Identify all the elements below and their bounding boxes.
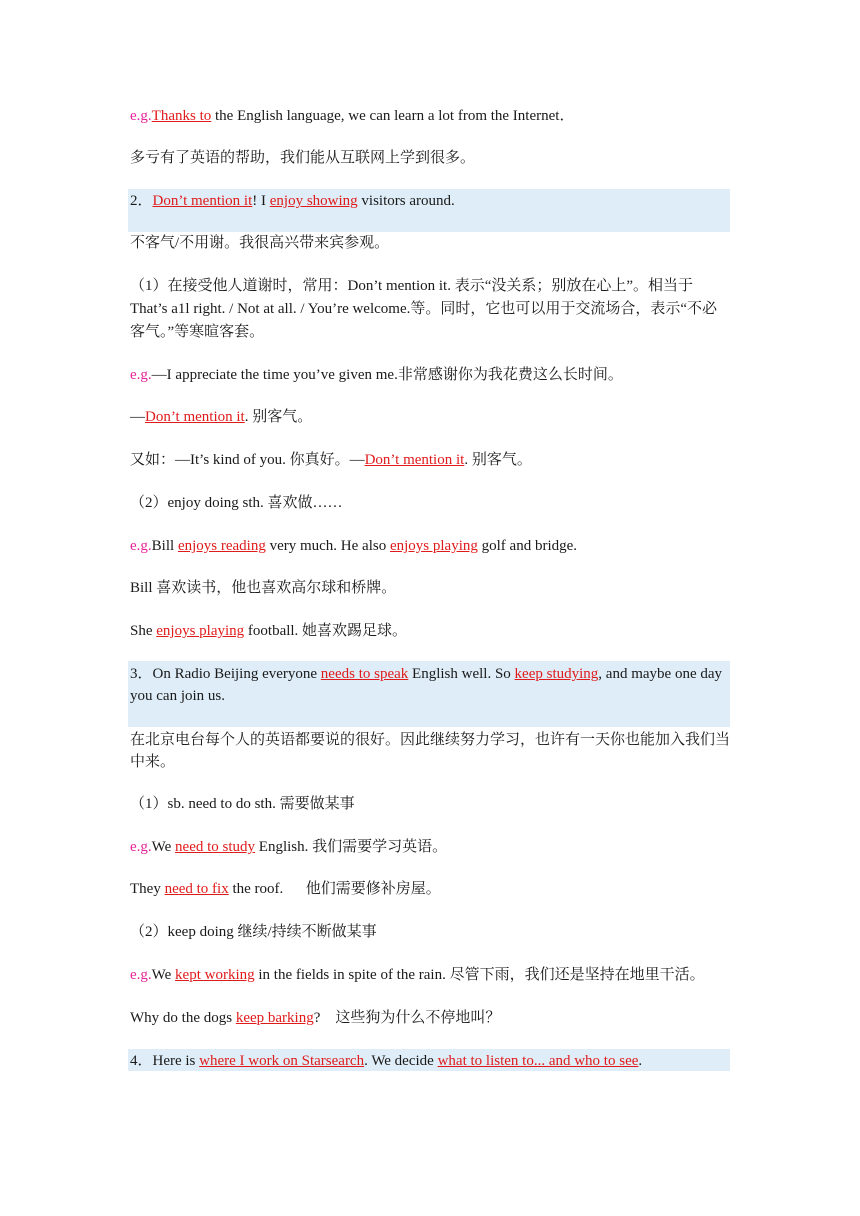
highlight-phrase: need to study: [175, 839, 256, 855]
highlight-phrase: enjoys playing: [389, 538, 478, 554]
eg-label: e.g.: [130, 367, 152, 383]
eg-label: e.g.: [130, 839, 152, 855]
translation-line: Bill 喜欢读书，他也喜欢高尔球和桥牌。: [130, 580, 397, 596]
usage-note: （2）enjoy doing sth. 喜欢做……: [130, 495, 343, 511]
translation-paragraph: 在北京电台每个人的英语都要说的很好。因此继续努力学习，也许有一天你也能加入我们当中来。: [130, 732, 731, 770]
explanation-paragraph: （1）在接受他人道谢时，常用：Don’t mention it. 表示“没关系；别放在心上”。相当于That’s a1l right. / Not at all. / You’re welcome.等。同时，它也可以用于交流场合，表示“不必客气。”等寒暄客套。: [130, 278, 718, 340]
highlight-phrase: needs to speak: [320, 666, 409, 682]
example-line: e.g.We need to study English. 我们需要学习英语。: [130, 839, 448, 855]
highlight-phrase: Don’t mention it: [364, 452, 465, 468]
section-3-heading: 3．On Radio Beijing everyone needs to speak English well. So keep studying, and maybe one day you can join us.: [130, 666, 723, 704]
highlight-phrase: Thanks to: [151, 108, 212, 124]
translation-line: 不客气/不用谢。我很高兴带来宾参观。: [130, 235, 390, 251]
example-line: She enjoys playing football. 她喜欢踢足球。: [130, 623, 408, 639]
translation-line: 多亏有了英语的帮助，我们能从互联网上学到很多。: [130, 150, 476, 166]
highlight-phrase: keep barking: [235, 1010, 314, 1026]
highlight-phrase: need to fix: [164, 881, 229, 897]
example-line: e.g.We kept working in the fields in spite of the rain. 尽管下雨，我们还是坚持在地里干活。: [130, 967, 705, 983]
highlight-phrase: what to listen to... and who to see: [437, 1053, 639, 1069]
highlight-phrase: where I work on Starsearch: [199, 1053, 365, 1069]
example-line: They need to fix the roof. 他们需要修补房屋。: [130, 881, 441, 897]
eg-label: e.g.: [130, 108, 152, 124]
example-line: 又如：—It’s kind of you. 你真好。—Don’t mention it. 别客气。: [130, 452, 532, 468]
section-2-heading: 2．Don’t mention it! I enjoy showing visitors around.: [130, 193, 455, 209]
section-4-heading: 4．Here is where I work on Starsearch. We decide what to listen to... and who to see.: [130, 1053, 643, 1069]
highlight-phrase: Don’t mention it: [152, 193, 253, 209]
example-line: —Don’t mention it. 别客气。: [130, 409, 313, 425]
example-line: e.g.—I appreciate the time you’ve given me.非常感谢你为我花费这么长时间。: [130, 367, 623, 383]
example-line: Why do the dogs keep barking? 这些狗为什么不停地叫？: [130, 1010, 501, 1026]
highlight-phrase: enjoys reading: [177, 538, 266, 554]
eg-label: e.g.: [130, 967, 152, 983]
usage-note: （2）keep doing 继续/持续不断做某事: [130, 924, 377, 940]
highlight-phrase: enjoys playing: [156, 623, 245, 639]
usage-note: （1）sb. need to do sth. 需要做某事: [130, 796, 355, 812]
highlight-phrase: kept working: [175, 967, 255, 983]
example-thanks-to: e.g.Thanks to the English language, we can learn a lot from the Internet．: [130, 108, 575, 124]
highlight-phrase: keep studying: [514, 666, 599, 682]
highlight-phrase: Don’t mention it: [145, 409, 245, 425]
highlight-phrase: enjoy showing: [269, 193, 358, 209]
example-line: e.g.Bill enjoys reading very much. He also enjoys playing golf and bridge.: [130, 538, 578, 554]
eg-label: e.g.: [130, 538, 152, 554]
